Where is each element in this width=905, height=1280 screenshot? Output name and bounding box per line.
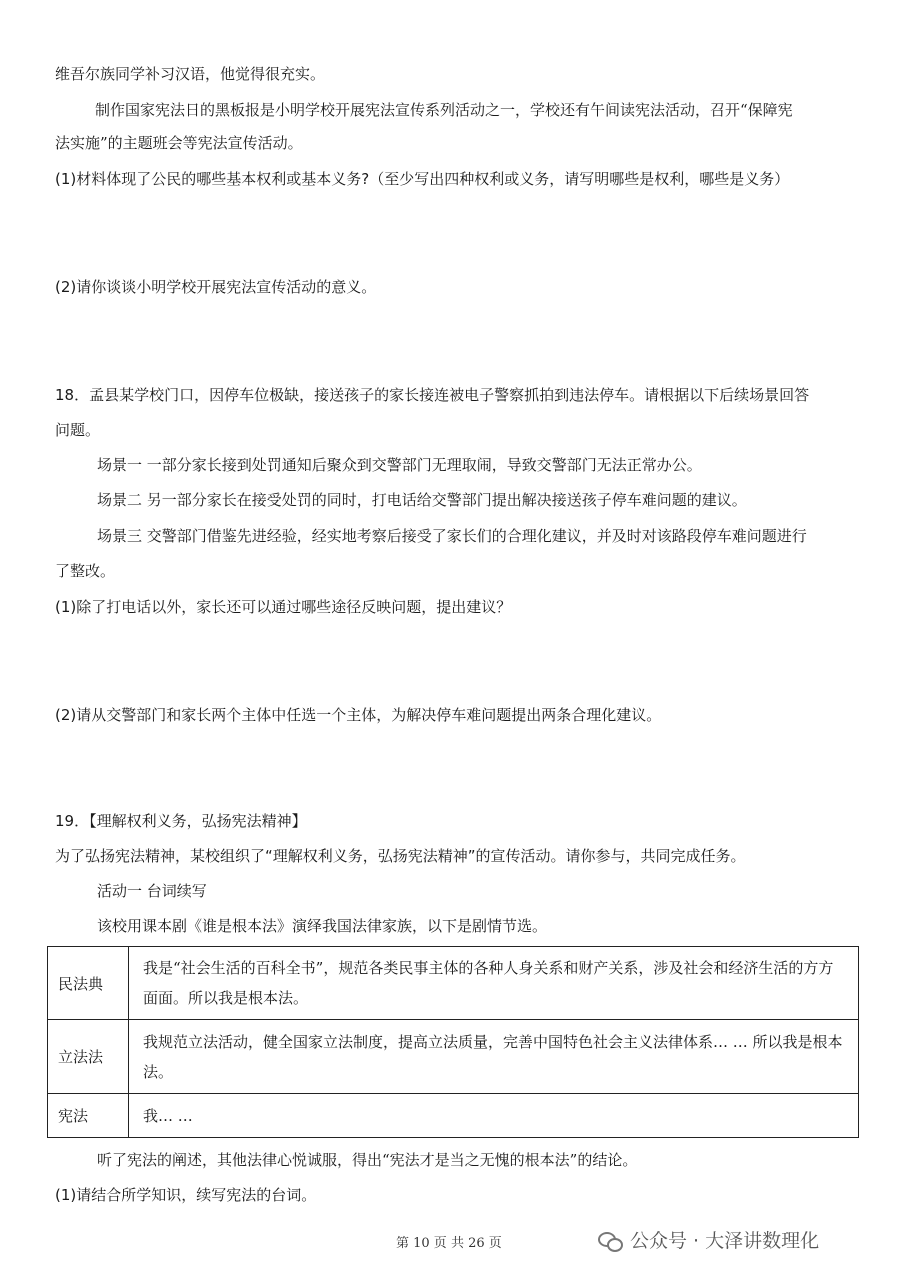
q19-activity-heading: 活动一 台词续写 [97,882,207,900]
q17-material-line: 法实施”的主题班会等宪法宣传活动。 [55,134,303,152]
q18-scene-3-cont: 了整改。 [55,562,116,580]
q18-scene-2: 场景二 另一部分家长在接受处罚的同时，打电话给交警部门提出解决接送孩子停车难问题的建议。 [97,491,747,509]
role-cell: 宪法 [48,1094,129,1138]
q19-intro: 为了弘扬宪法精神，某校组织了“理解权利义务，弘扬宪法精神”的宣传活动。请你参与，共同完成任务。 [55,847,746,865]
q18-subquestion-1: (1)除了打电话以外，家长还可以通过哪些途径反映问题，提出建议？ [55,598,512,616]
q18-stem-line: 18．孟县某学校门口，因停车位极缺，接送孩子的家长接连被电子警察抓拍到违法停车。请根据以下后续场景回答 [55,386,810,404]
role-cell: 民法典 [48,947,129,1020]
q18-scene-3: 场景三 交警部门借鉴先进经验，经实地考察后接受了家长们的合理化建议，并及时对该路段停车难问题进行 [97,527,807,545]
q19-after-text: 听了宪法的阐述，其他法律心悦诚服，得出“宪法才是当之无愧的根本法”的结论。 [97,1151,638,1169]
q19-subquestion-1: (1)请结合所学知识，续写宪法的台词。 [55,1186,317,1204]
script-table [47,946,859,1138]
q19-lead: 该校用课本剧《谁是根本法》演绎我国法律家族，以下是剧情节选。 [97,917,548,935]
q18-stem-line: 问题。 [55,421,101,439]
q19-title: 19．【理解权利义务，弘扬宪法精神】 [55,812,307,830]
watermark-text: 公众号 · 大泽讲数理化 [630,1230,820,1252]
page-footer: 第 10 页 共 26 页 [396,1236,502,1251]
table-row [48,1020,859,1094]
speech-cell: 我规范立法活动，健全国家立法制度，提高立法质量，完善中国特色社会主义法律体系… … 所以我是根本法。 [129,1020,859,1094]
q17-material-line: 维吾尔族同学补习汉语，他觉得很充实。 [55,65,326,83]
speech-cell: 我是“社会生活的百科全书”，规范各类民事主体的各种人身关系和财产关系，涉及社会和经济生活的方方面面。所以我是根本法。 [129,947,859,1020]
q17-subquestion-2: (2)请你谈谈小明学校开展宪法宣传活动的意义。 [55,278,377,296]
table-row [48,947,859,1020]
wechat-icon [598,1230,622,1250]
speech-cell: 我… … [129,1094,859,1138]
watermark [598,1226,819,1253]
q18-scene-1: 场景一 一部分家长接到处罚通知后聚众到交警部门无理取闹，导致交警部门无法正常办公。 [97,456,702,474]
role-cell: 立法法 [48,1020,129,1094]
q18-subquestion-2: (2)请从交警部门和家长两个主体中任选一个主体，为解决停车难问题提出两条合理化建议。 [55,706,662,724]
q17-subquestion-1: (1)材料体现了公民的哪些基本权利或基本义务?（至少写出四种权利或义务，请写明哪些是权利，哪些是义务） [55,170,790,188]
table-row [48,1094,859,1138]
q17-material-line: 制作国家宪法日的黑板报是小明学校开展宪法宣传系列活动之一，学校还有午间读宪法活动，召开“保障宪 [95,101,793,119]
